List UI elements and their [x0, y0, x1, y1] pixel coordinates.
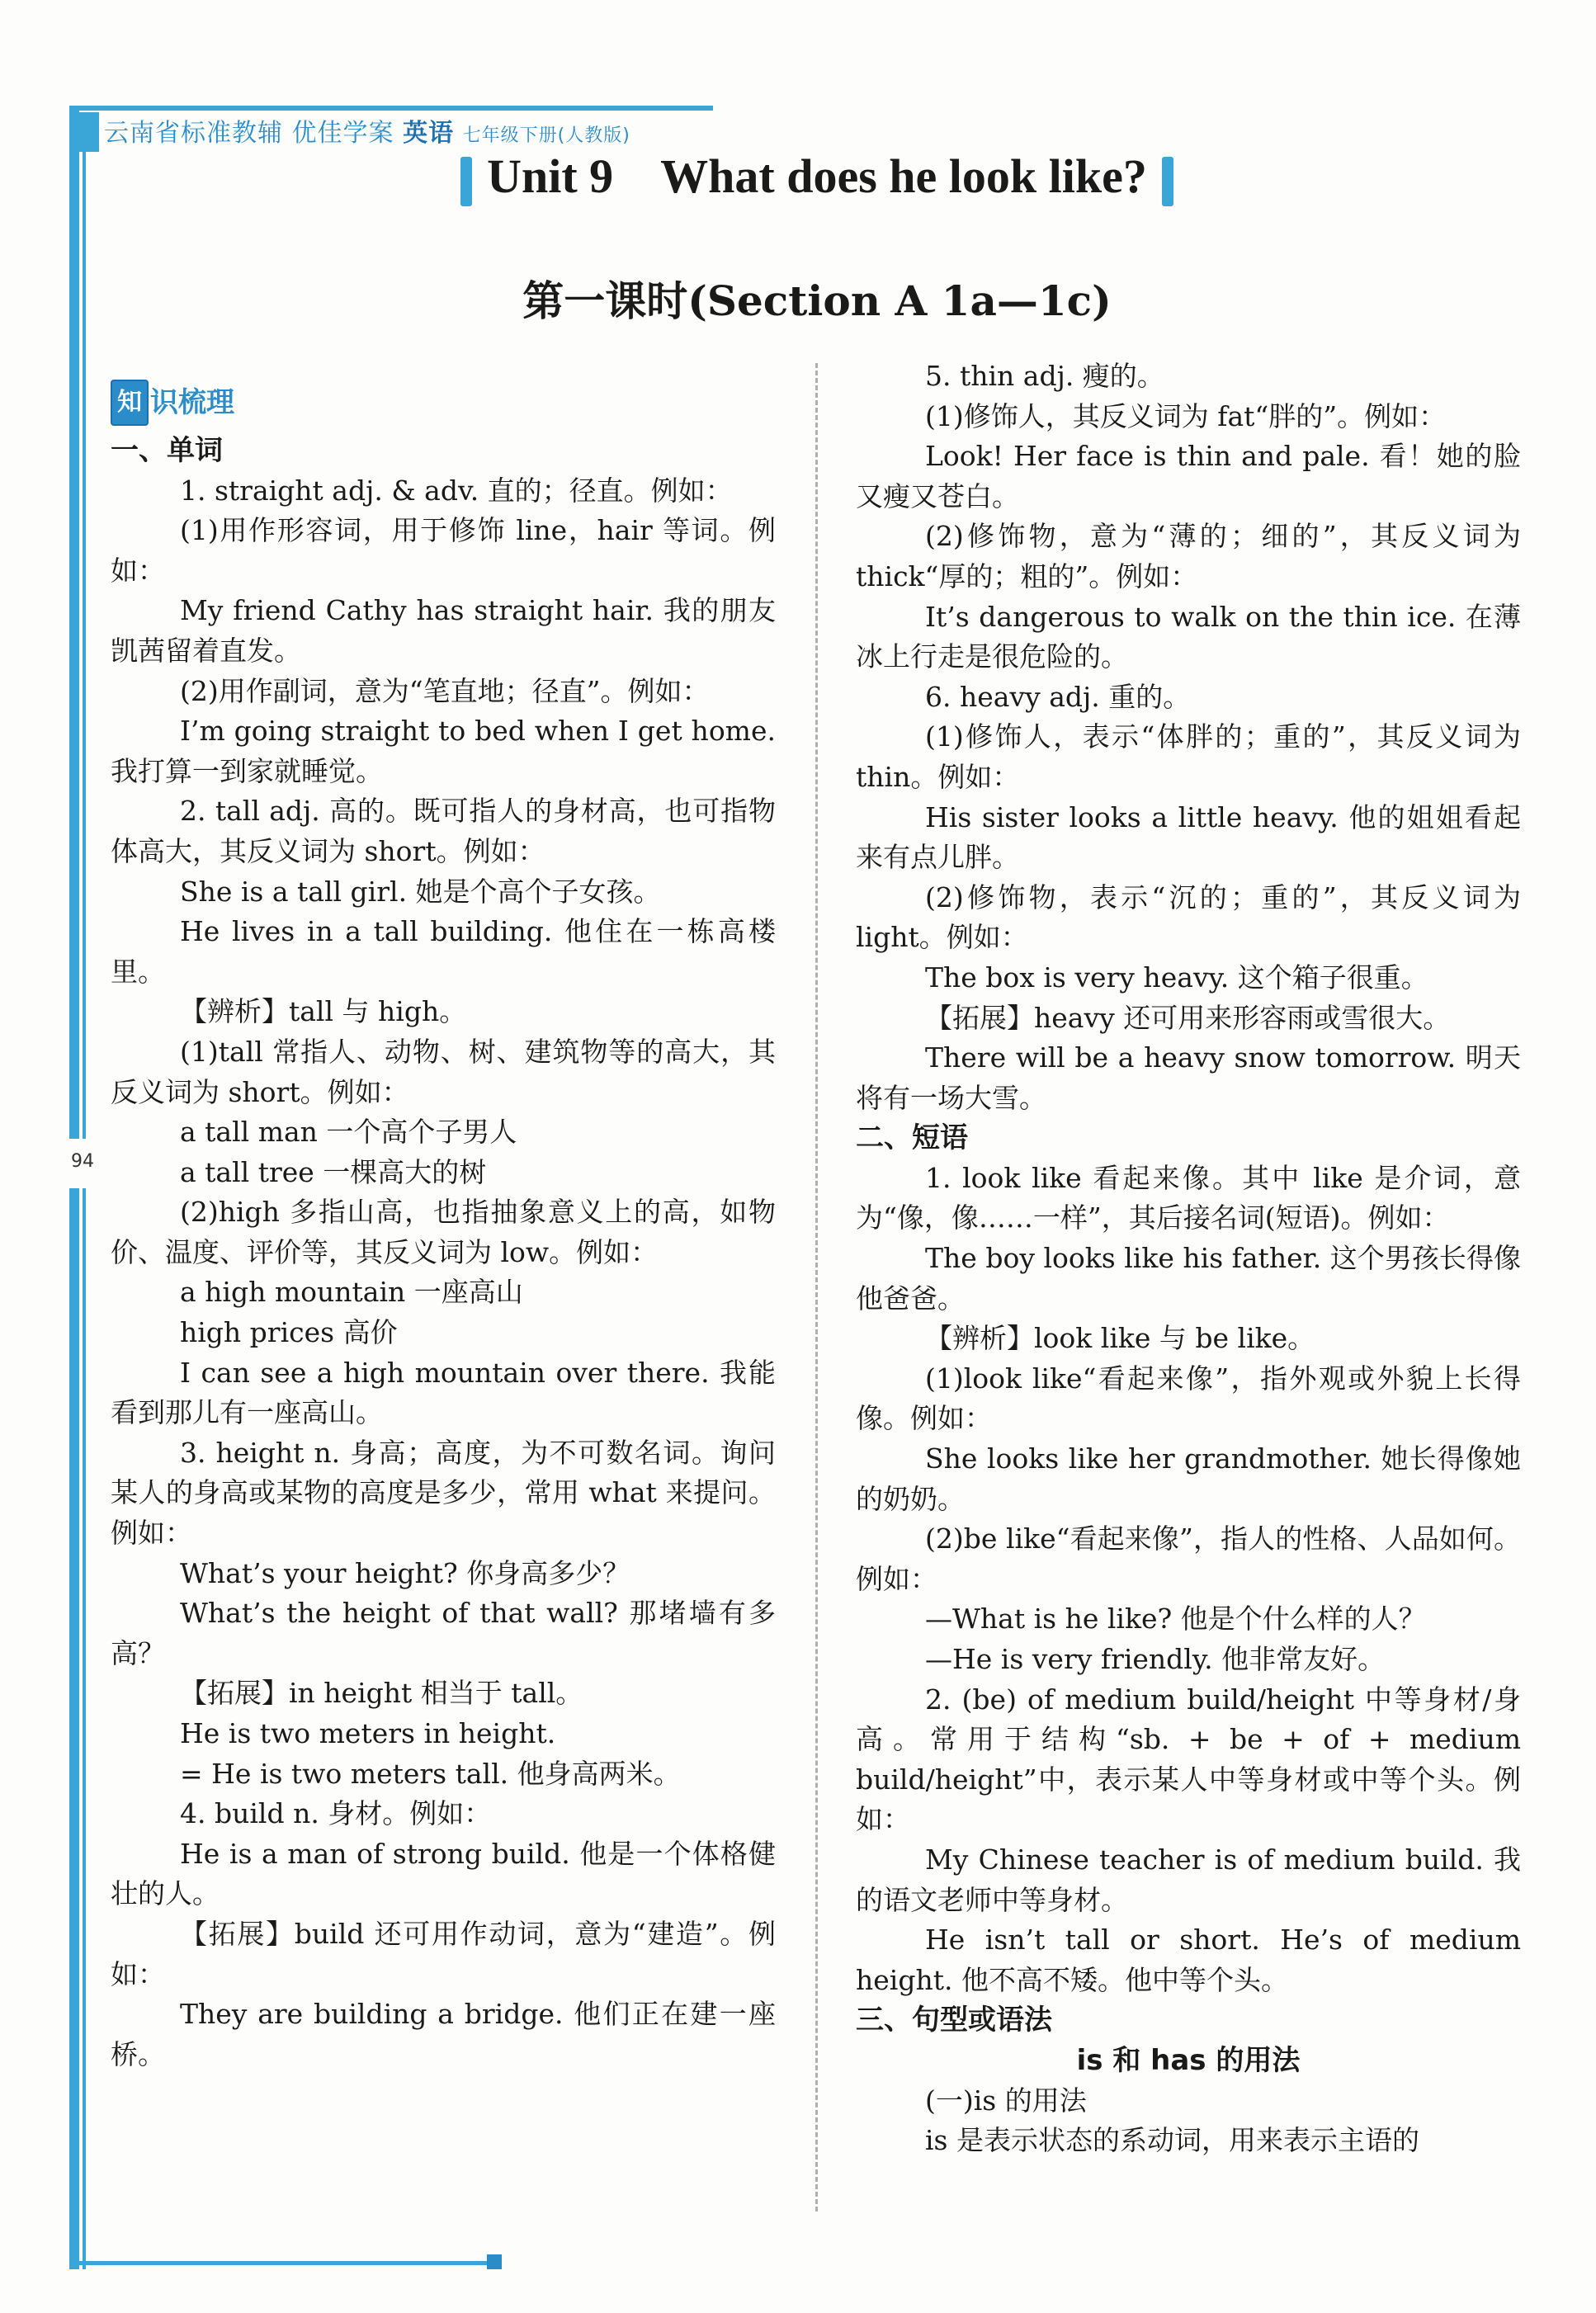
- paragraph: a high mountain 一座高山: [180, 1276, 523, 1309]
- paragraph: 【拓展】heavy 还可用来形容雨或雪很大。: [925, 1001, 1451, 1034]
- paragraph: (1)look like“看起来像”，指外观或外貌上长得像。例如：: [856, 1362, 1521, 1435]
- bottom-rule: [69, 2261, 498, 2265]
- subject-name: 英语: [403, 119, 455, 148]
- paragraph: (1)修饰人，表示“体胖的；重的”，其反义词为 thin。例如：: [856, 720, 1521, 793]
- header-series: [104, 112, 630, 149]
- right-bracket-mark: [1162, 157, 1173, 206]
- paragraph: (2)修饰物，表示“沉的；重的”，其反义词为 light。例如：: [856, 880, 1521, 954]
- paragraph: 【辨析】look like 与 be like。: [925, 1322, 1315, 1355]
- paragraph: I’m going straight to bed when I get home. 我打算一到家就睡觉。: [111, 715, 776, 787]
- paragraph: The boy looks like his father. 这个男孩长得像他爸爸。: [856, 1242, 1521, 1315]
- paragraph: = He is two meters tall. 他身高两米。: [180, 1757, 681, 1790]
- paragraph: It’s dangerous to walk on the thin ice. 在薄冰上行走是很危险的。: [856, 600, 1521, 673]
- paragraph: 1. look like 看起来像。其中 like 是介词，意为“像，像……一样”，其后接名词(短语)。例如：: [856, 1161, 1521, 1234]
- paragraph: 【辨析】tall 与 high。: [180, 995, 467, 1028]
- paragraph: 【拓展】build 还可用作动词，意为“建造”。例如：: [111, 1917, 776, 1990]
- header-top-rule: [69, 106, 713, 111]
- paragraph: She looks like her grandmother. 她长得像她的奶奶。: [856, 1442, 1521, 1515]
- unit-title-text: Unit 9 What does he look like?: [487, 149, 1147, 203]
- paragraph: My Chinese teacher is of medium build. 我的语文老师中等身材。: [856, 1843, 1521, 1916]
- paragraph: He lives in a tall building. 他住在一栋高楼里。: [111, 915, 776, 988]
- column-divider: [815, 363, 818, 2212]
- right-column-body: [856, 356, 1521, 2161]
- paragraph: —He is very friendly. 他非常友好。: [925, 1643, 1386, 1675]
- paragraph: (1)tall 常指人、动物、树、建筑物等的高大，其反义词为 short。例如：: [111, 1035, 776, 1108]
- left-margin-bar: [69, 107, 79, 2269]
- paragraph: 2. tall adj. 高的。既可指人的身材高，也可指物体高大，其反义词为 short。例如：: [111, 795, 776, 867]
- paragraph: a tall tree 一棵高大的树: [180, 1155, 487, 1188]
- paragraph: (一)is 的用法: [925, 2084, 1087, 2117]
- paragraph: is 是表示状态的系动词，用来表示主语的: [925, 2124, 1419, 2157]
- series-name: 云南省标准教辅: [104, 119, 283, 148]
- section-heading: 三、句型或语法: [856, 2004, 1052, 2037]
- paragraph: There will be a heavy snow tomorrow. 明天将有一场大雪。: [856, 1041, 1521, 1114]
- paragraph: (2)修饰物，意为“薄的；细的”，其反义词为 thick“厚的；粗的”。例如：: [856, 520, 1521, 592]
- left-column: [111, 380, 776, 2075]
- knowledge-heading-text: 识梳理: [150, 385, 234, 419]
- paragraph: 3. height n. 身高；高度，为不可数名词。询问某人的身高或某物的高度是多少，常用 what 来提问。例如：: [111, 1436, 776, 1550]
- left-bracket-mark: [460, 157, 472, 206]
- paragraph: 5. thin adj. 瘦的。: [925, 360, 1164, 392]
- left-column-body: [111, 431, 776, 2075]
- paragraph: 2. (be) of medium build/height 中等身材/身高。常用于结构“sb. + be + of + medium build/height”中，表示某人中等身材或中等个头。例如：: [856, 1683, 1521, 1836]
- paragraph: What’s the height of that wall? 那堵墙有多高？: [111, 1597, 776, 1669]
- paragraph: The box is very heavy. 这个箱子很重。: [925, 961, 1428, 994]
- paragraph: His sister looks a little heavy. 他的姐姐看起来有点儿胖。: [856, 800, 1521, 874]
- section-heading: is 和 has 的用法: [1076, 2043, 1301, 2077]
- section-heading: 一、单词: [111, 434, 223, 467]
- paragraph: 4. build n. 身材。例如：: [180, 1797, 492, 1830]
- paragraph: He is a man of strong build. 他是一个体格健壮的人。: [111, 1837, 776, 1910]
- paragraph: —What is he like? 他是个什么样的人？: [925, 1603, 1426, 1636]
- lesson-title: 第一课时(Section A 1a—1c): [522, 276, 1112, 325]
- paragraph: (2)high 多指山高，也指抽象意义上的高，如物价、温度、评价等，其反义词为 low。例如：: [111, 1196, 776, 1268]
- paragraph: 6. heavy adj. 重的。: [925, 680, 1191, 713]
- unit-title: [380, 149, 1254, 206]
- paragraph: 1. straight adj. & adv. 直的；径直。例如：: [180, 474, 733, 507]
- paragraph: They are building a bridge. 他们正在建一座桥。: [111, 1998, 776, 2070]
- paragraph: (2)用作副词，意为“笔直地；径直”。例如：: [180, 674, 710, 707]
- paragraph: (1)修饰人，其反义词为 fat“胖的”。例如：: [925, 399, 1447, 432]
- grade-label: 七年级下册(人教版): [462, 125, 630, 146]
- paragraph: a tall man 一个高个子男人: [180, 1116, 517, 1149]
- left-margin-line: [83, 124, 86, 2269]
- paragraph: high prices 高价: [180, 1316, 398, 1349]
- paragraph: (1)用作形容词，用于修饰 line，hair 等词。例如：: [111, 514, 776, 587]
- right-column: [856, 356, 1521, 2161]
- page-number: 94: [71, 1151, 94, 1172]
- paragraph: What’s your height? 你身高多少？: [180, 1556, 630, 1589]
- knowledge-badge: 知: [111, 380, 149, 427]
- paragraph: Look! Her face is thin and pale. 看！她的脸又瘦又苍白。: [856, 440, 1521, 512]
- paragraph: My friend Cathy has straight hair. 我的朋友凯茜留着直发。: [111, 594, 776, 667]
- section-heading: 二、短语: [856, 1121, 968, 1155]
- paragraph: She is a tall girl. 她是个高个子女孩。: [180, 875, 661, 908]
- bottom-square: [487, 2254, 502, 2269]
- book-name: 优佳学案: [291, 119, 394, 148]
- paragraph: He is two meters in height.: [180, 1717, 556, 1749]
- paragraph: 【拓展】in height 相当于 tall。: [180, 1677, 583, 1710]
- section-heading: [111, 380, 776, 426]
- paragraph: He isn’t tall or short. He’s of medium height. 他不高不矮。他中等个头。: [856, 1924, 1521, 1996]
- paragraph: (2)be like“看起来像”，指人的性格、人品如何。例如：: [856, 1522, 1521, 1595]
- paragraph: I can see a high mountain over there. 我能看到那儿有一座高山。: [111, 1356, 776, 1429]
